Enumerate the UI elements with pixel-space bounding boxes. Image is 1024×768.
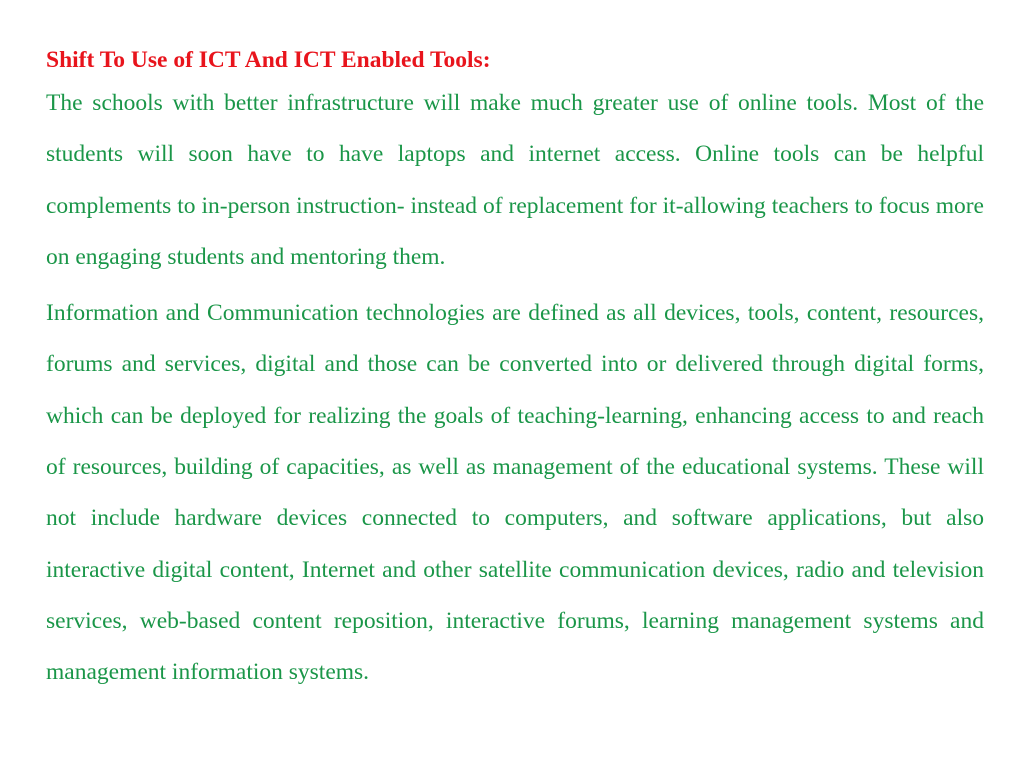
slide-heading: Shift To Use of ICT And ICT Enabled Tools: [46,47,491,73]
paragraph-online-tools: The schools with better infrastructure will make much greater use of online tools. Most of the students will soon have to have laptops and internet access. Online tools can be helpful complements to in-person instruction- instead of replacement for it-allowing teachers to focus more on engaging students and mentoring them. [46,90,984,270]
paragraph-ict-definition: Information and Communication technologies are defined as all devices, tools, content, resources, forums and services, digital and those can be converted into or delivered through digital forms, which can be deployed for realizing the goals of teaching-learning, enhancing access to and reach of resources, building of capacities, as well as management of the educational systems. These will not include hardware devices connected to computers, and software applications, but also interactive digital content, Internet and other satellite communication devices, radio and television services, web-based content reposition, interactive forums, learning management systems and management information systems. [46,300,984,686]
slide-content [46,38,984,699]
